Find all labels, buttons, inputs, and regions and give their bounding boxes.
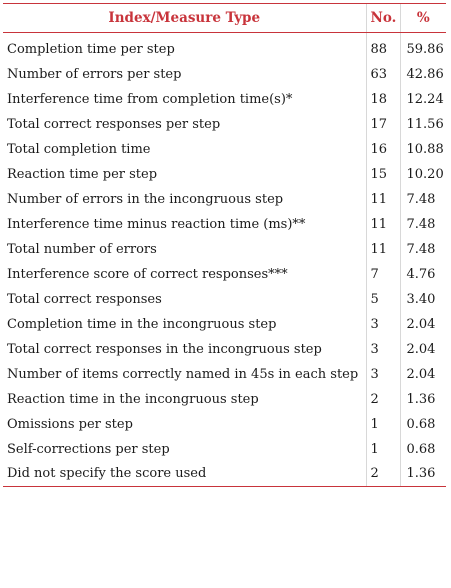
header-row — [3, 4, 446, 33]
cell-measure: Interference time from completion time(s)* — [7, 91, 293, 107]
cell-no: 1 — [366, 412, 400, 437]
table-row — [3, 137, 446, 162]
cell-measure: Reaction time per step — [7, 166, 158, 182]
table-row — [3, 462, 446, 487]
table-row — [3, 237, 446, 262]
table-row — [3, 62, 446, 87]
table-row — [3, 37, 446, 62]
cell-no: 15 — [366, 162, 400, 187]
cell-no: 88 — [366, 37, 400, 62]
cell-percent: 7.48 — [400, 237, 446, 262]
cell-measure: Number of errors per step — [7, 66, 182, 82]
table-row — [3, 187, 446, 212]
cell-no: 17 — [366, 112, 400, 137]
table-row — [3, 312, 446, 337]
cell-percent: 59.86 — [400, 37, 446, 62]
cell-percent: 12.24 — [400, 87, 446, 112]
cell-percent: 4.76 — [400, 262, 446, 287]
cell-percent: 10.20 — [400, 162, 446, 187]
cell-percent: 2.04 — [400, 312, 446, 337]
cell-no: 63 — [366, 62, 400, 87]
cell-percent: 1.36 — [400, 387, 446, 412]
cell-percent: 11.56 — [400, 112, 446, 137]
measures-table-container — [3, 3, 446, 487]
cell-measure: Reaction time in the incongruous step — [7, 391, 259, 407]
table-row — [3, 162, 446, 187]
cell-no: 2 — [366, 462, 400, 487]
table-row — [3, 112, 446, 137]
cell-percent: 1.36 — [400, 462, 446, 487]
table-row — [3, 362, 446, 387]
header-measure: Index/Measure Type — [3, 4, 366, 33]
cell-measure: Omissions per step — [7, 416, 133, 432]
cell-measure: Self-corrections per step — [7, 441, 170, 457]
cell-measure: Interference time minus reaction time (ms)** — [7, 216, 306, 232]
table-row — [3, 262, 446, 287]
cell-measure: Completion time in the incongruous step — [7, 316, 277, 332]
cell-percent: 42.86 — [400, 62, 446, 87]
cell-percent: 7.48 — [400, 187, 446, 212]
table-row — [3, 412, 446, 437]
cell-measure: Number of items correctly named in 45s in each step — [7, 366, 359, 382]
cell-no: 11 — [366, 237, 400, 262]
table-row — [3, 437, 446, 462]
table-row — [3, 287, 446, 312]
measures-table — [3, 3, 446, 487]
cell-no: 3 — [366, 337, 400, 362]
header-percent: % — [400, 4, 446, 33]
cell-no: 16 — [366, 137, 400, 162]
cell-no: 18 — [366, 87, 400, 112]
cell-measure: Total correct responses per step — [7, 116, 221, 132]
cell-no: 11 — [366, 187, 400, 212]
cell-no: 11 — [366, 212, 400, 237]
cell-measure: Completion time per step — [7, 41, 175, 57]
table-row — [3, 337, 446, 362]
cell-percent: 2.04 — [400, 362, 446, 387]
cell-measure: Total number of errors — [7, 241, 157, 257]
table-header — [3, 4, 446, 37]
cell-percent: 7.48 — [400, 212, 446, 237]
cell-measure: Total correct responses in the incongruous step — [7, 341, 322, 357]
cell-percent: 0.68 — [400, 412, 446, 437]
cell-no: 1 — [366, 437, 400, 462]
cell-measure: Total completion time — [7, 141, 151, 157]
cell-no: 5 — [366, 287, 400, 312]
table-body — [3, 37, 446, 487]
cell-measure: Did not specify the score used — [3, 462, 366, 487]
table-row — [3, 87, 446, 112]
cell-measure: Interference score of correct responses*** — [7, 266, 288, 282]
cell-no: 3 — [366, 312, 400, 337]
cell-measure: Number of errors in the incongruous step — [7, 191, 284, 207]
cell-percent: 0.68 — [400, 437, 446, 462]
table-row — [3, 387, 446, 412]
cell-no: 3 — [366, 362, 400, 387]
cell-percent: 2.04 — [400, 337, 446, 362]
cell-measure: Total correct responses — [7, 291, 162, 307]
cell-percent: 10.88 — [400, 137, 446, 162]
header-no: No. — [366, 4, 400, 33]
table-row — [3, 212, 446, 237]
cell-no: 7 — [366, 262, 400, 287]
cell-percent: 3.40 — [400, 287, 446, 312]
cell-no: 2 — [366, 387, 400, 412]
